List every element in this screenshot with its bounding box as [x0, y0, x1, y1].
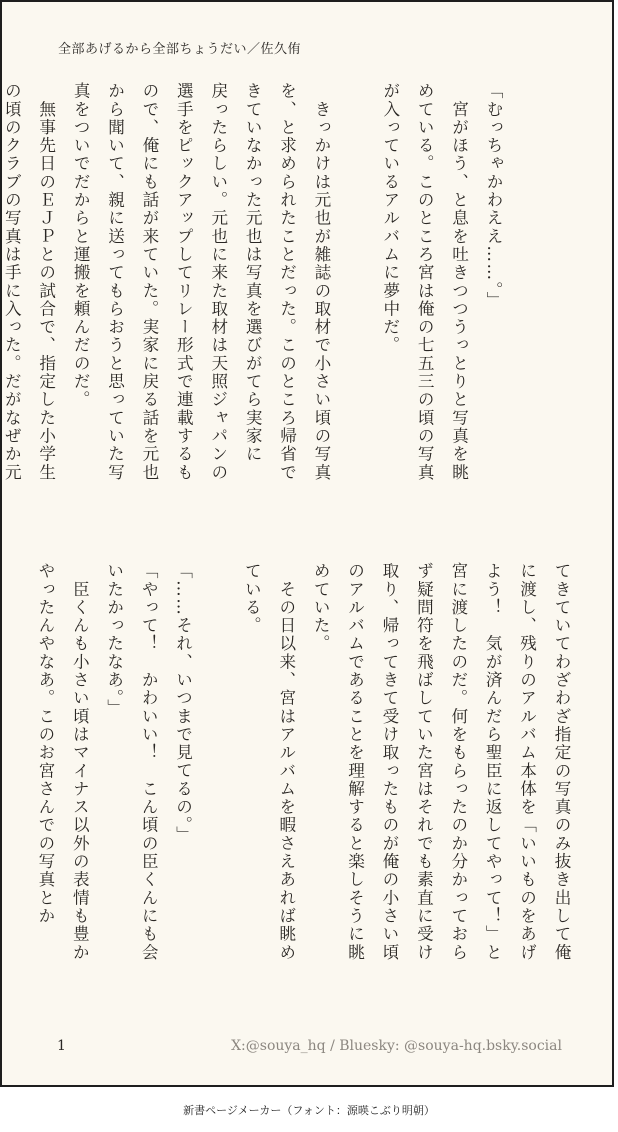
text-line: てきていてわざわざ指定の写真のみ抜き出して俺 [552, 562, 571, 962]
text-line: きっかけは元也が雑誌の取材で小さい頃の写真 [311, 82, 331, 482]
text-line: 宮に渡したのだ。何をもらったのか分かっておら [448, 562, 468, 962]
text-line: ず疑問符を飛ばしていた宮はそれでも素直に受け [414, 562, 434, 962]
text-line [200, 562, 234, 1012]
text-line: やったんやなあ。このお宮さんでの写真とか [35, 562, 55, 925]
text-line: めていた。 [311, 562, 331, 653]
text-line [338, 82, 372, 522]
text-line: その日以来、宮はアルバムを暇さえあれば眺め [276, 562, 296, 962]
text-line: ている。 [242, 562, 262, 635]
text-line: を、と求められたことだった。このところ帰省で [277, 82, 297, 482]
text-line: に渡し、残りのアルバム本体を「いいものをあげ [517, 562, 537, 962]
text-line: きていなかった元也は写真を選びがてら実家に [243, 82, 263, 464]
text-line: 「やって！ かわいい！ こん頃の臣くんにも会 [139, 562, 159, 962]
text-line: ので、俺にも話が来ていた。実家に戻る話を元也 [139, 82, 159, 482]
text-line: 宮がほう、と息を吐きつつうっとりと写真を眺 [449, 82, 469, 482]
text-line: 「むっちゃかわええ……。」 [484, 82, 503, 310]
text-line: のアルバムであることを理解すると楽しそうに眺 [345, 562, 365, 962]
text-line: が入っているアルバムに夢中だ。 [380, 82, 400, 355]
text-line: よう！ 気が済んだら聖臣に返してやって！」と [483, 562, 503, 962]
generator-credit: 新書ページメーカー（フォント：源暎こぶり明朝） [183, 1104, 435, 1117]
text-block-upper [2, 82, 510, 522]
text-line: 戻ったらしい。元也に来た取材は天照ジャパンの [208, 82, 228, 482]
text-line: 選手をピックアップしてリレー形式で連載するも [174, 82, 194, 482]
text-line: 「……それ、いつまで見てるの。」 [173, 562, 193, 845]
text-line: から聞いて、親に送ってもらおうと思っていた写 [105, 82, 125, 482]
text-line: の頃のクラブの写真は手に入った。だがなぜか元 [2, 82, 22, 482]
text-line: 真をついでだからと運搬を頼んだのだ。 [71, 82, 91, 409]
text-line: 無事先日のＥＪＰとの試合で、指定した小学生 [36, 82, 56, 482]
text-line: いたかったなあ。」 [104, 562, 124, 718]
text-line: 取り、帰ってきて受け取ったものが俺の小さい頃 [379, 562, 399, 962]
page-number: 1 [57, 1038, 66, 1054]
text-line: めている。このところ宮は俺の七五三の頃の写真 [415, 82, 435, 482]
text-block-lower [35, 562, 578, 1012]
social-handles: X:@souya_hq / Bluesky: @souya-hq.bsky.social [231, 1038, 562, 1054]
text-line: 臣くんも小さい頃はマイナス以外の表情も豊か [70, 562, 90, 962]
page-title: 全部あげるから全部ちょうだい／佐久侑 [58, 42, 302, 57]
